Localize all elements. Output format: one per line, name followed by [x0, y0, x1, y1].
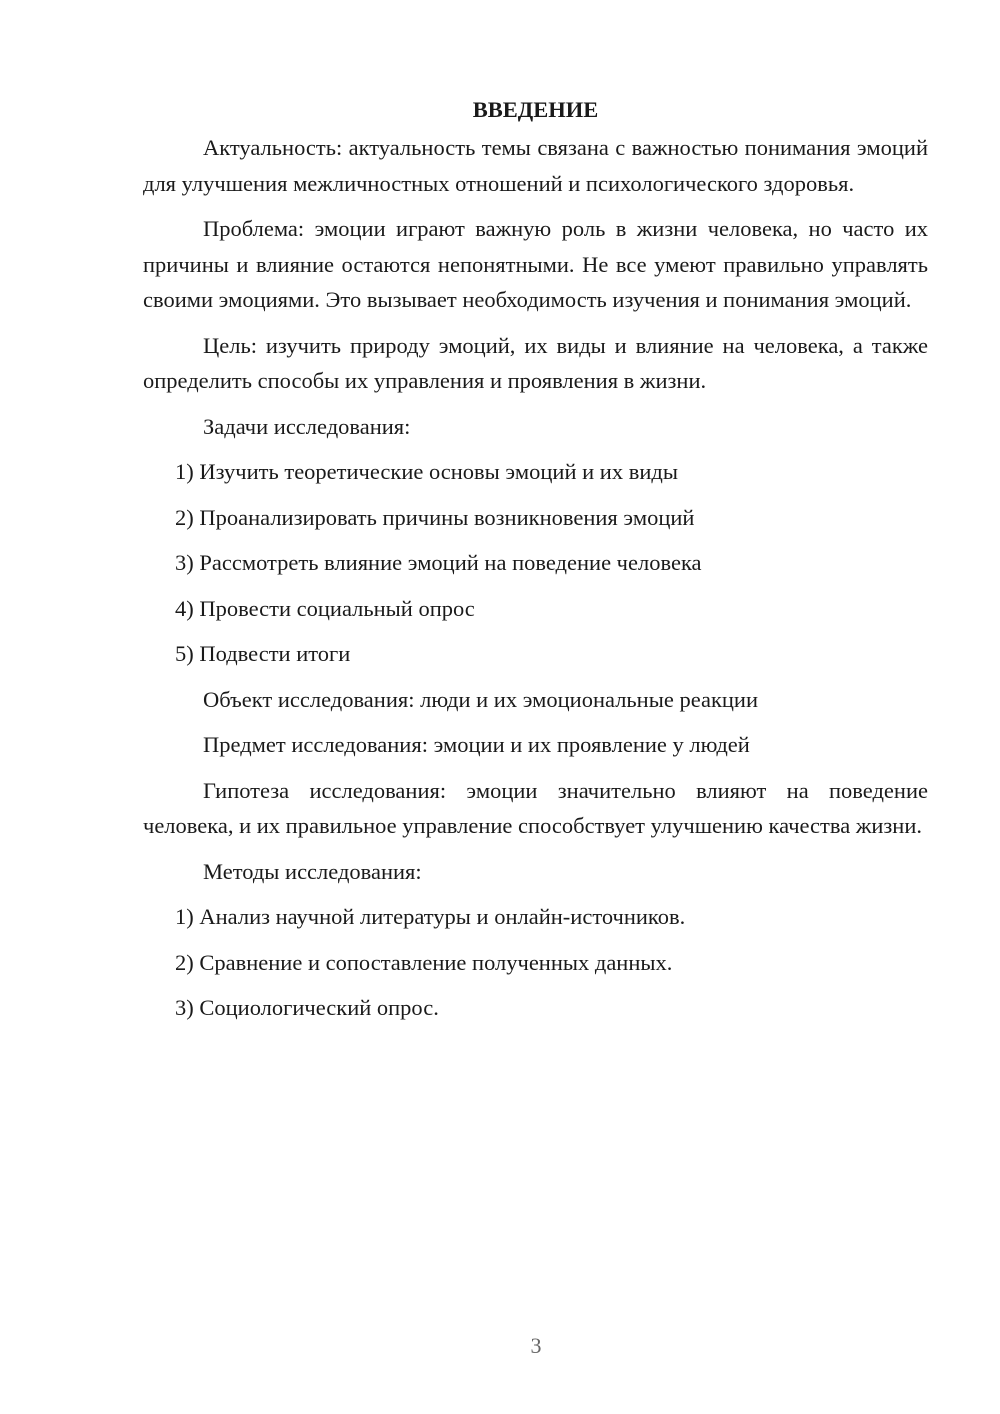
task-item: 3) Рассмотреть влияние эмоций на поведение человека [175, 550, 702, 575]
page-number: 3 [530, 1333, 542, 1358]
method-item: 1) Анализ научной литературы и онлайн-источников. [175, 904, 686, 929]
methods-heading: Методы исследования: [203, 858, 422, 884]
subject-paragraph: Предмет исследования: эмоции и их проявление у людей [203, 732, 750, 757]
task-item: 4) Провести социальный опрос [175, 595, 475, 621]
problem-paragraph: Проблема: эмоции играют важную роль в жизни человека, но часто их причины и влияние остаются непонятными. Не все умеют правильно управлять своими эмоциями. Это вызывает необходимость изучения и понимания эмоций. [143, 216, 928, 312]
page-content [143, 92, 928, 1036]
section-title: ВВЕДЕНИЕ [472, 97, 599, 122]
hypothesis-paragraph: Гипотеза исследования: эмоции значительно влияют на поведение человека, и их правильное управление способствует улучшению качества жизни. [143, 777, 928, 838]
goal-paragraph: Цель: изучить природу эмоций, их виды и влияние на человека, а также определить способы их управления и проявления в жизни. [143, 332, 928, 393]
task-item: 5) Подвести итоги [175, 641, 351, 666]
object-paragraph: Объект исследования: люди и их эмоциональные реакции [203, 686, 759, 712]
tasks-heading: Задачи исследования: [203, 413, 411, 439]
task-item: 1) Изучить теоретические основы эмоций и их виды [175, 459, 678, 484]
method-item: 2) Сравнение и сопоставление полученных данных. [175, 949, 673, 975]
method-item: 3) Социологический опрос. [175, 995, 439, 1020]
relevance-paragraph: Актуальность: актуальность темы связана с важностью понимания эмоций для улучшения межличностных отношений и психологического здоровья. [143, 135, 928, 196]
task-item: 2) Проанализировать причины возникновения эмоций [175, 504, 695, 530]
